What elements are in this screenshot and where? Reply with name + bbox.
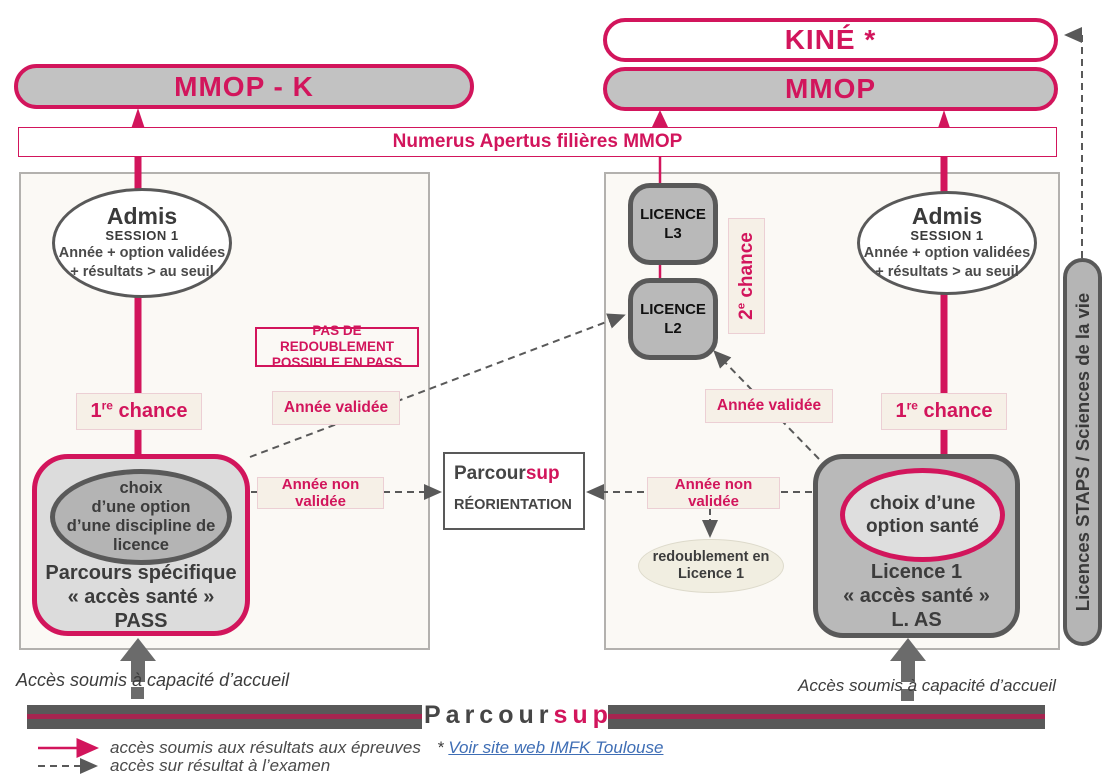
- las-box: [813, 454, 1020, 638]
- admis-left-line3: Année + option validées: [58, 245, 226, 261]
- las-label-line2: « accès santé »: [843, 585, 990, 607]
- chance-num: 1: [90, 400, 102, 422]
- pass-label-line3: PASS: [114, 610, 168, 632]
- reorientation-label: RÉORIENTATION: [454, 497, 572, 513]
- chance1r-sup: re: [906, 398, 918, 413]
- admis-ellipse-left: [52, 188, 232, 298]
- l2-line1: LICENCE: [640, 301, 706, 318]
- l2-line2: L2: [664, 320, 682, 337]
- pass-label-line2: « accès santé »: [67, 586, 215, 608]
- annee-validee-right-label: Année validée: [716, 397, 822, 414]
- first-chance-tag-right: [881, 393, 1007, 430]
- pass-label: [37, 561, 245, 633]
- dashed-arrow-staps-to-kine: [1068, 35, 1082, 258]
- pass-box: [32, 454, 250, 636]
- annee-validee-left-label: Année validée: [283, 399, 389, 416]
- licences-staps-bar: [1063, 258, 1102, 646]
- las-label-line3: L. AS: [891, 609, 942, 631]
- chance1r-rest: chance: [917, 400, 993, 422]
- annee-non-validee-tag-right: [647, 477, 780, 509]
- redoublement-line2: Licence 1: [677, 566, 745, 582]
- first-chance-tag-left: [76, 393, 202, 430]
- admis-right-line3: Année + option validées: [863, 245, 1031, 261]
- l3-line1: LICENCE: [640, 206, 706, 223]
- parcoursup-reorientation-box: [443, 452, 585, 530]
- pill-mmop-k: [14, 64, 474, 109]
- admis-left-session: SESSION 1: [105, 228, 179, 243]
- pass-ellipse-line3: d’une discipline de: [66, 517, 216, 535]
- pill-mmop-k-label: MMOP - K: [174, 70, 314, 102]
- licence-l3-box: [628, 183, 718, 265]
- pill-kine: [603, 18, 1058, 62]
- l3-line2: L3: [664, 225, 682, 242]
- pass-ellipse-line4: licence: [113, 536, 169, 554]
- licences-staps-label: Licences STAPS / Sciences de la vie: [1071, 292, 1093, 612]
- pass-option-ellipse: [50, 469, 232, 565]
- parcoursup-part2: sup: [553, 701, 613, 729]
- las-label: [818, 560, 1015, 632]
- licence-l2-box: [628, 278, 718, 360]
- acces-capacite-left: Accès soumis à capacité d’accueil: [16, 670, 290, 690]
- numerus-apertus-banner: [18, 127, 1057, 157]
- footnote-star: *: [437, 738, 449, 757]
- las-label-line1: Licence 1: [870, 561, 963, 583]
- admis-left-title: Admis: [106, 203, 178, 229]
- reorientation-sup: sup: [525, 463, 560, 484]
- pass-label-line1: Parcours spécifique: [45, 562, 237, 584]
- las-ellipse-line1: choix d’une: [869, 493, 976, 514]
- no-redoublement-warning: [255, 323, 419, 370]
- chance-sup: re: [101, 398, 113, 413]
- annee-validee-tag-left: [272, 391, 400, 425]
- admis-left-line4: + résultats > au seuil: [70, 264, 214, 280]
- legend-solid-label: accès soumis aux résultats aux épreuves: [110, 738, 421, 757]
- footnote: [437, 738, 663, 758]
- chance-rest: chance: [112, 400, 188, 422]
- annee-non-validee-tag-left: [257, 477, 384, 509]
- acces-capacite-right: Accès soumis à capacité d’accueil: [798, 676, 1056, 695]
- reorientation-parcour: Parcour: [454, 463, 526, 484]
- pill-mmop-label: MMOP: [784, 73, 877, 104]
- chance2-num: 2: [735, 309, 757, 320]
- chance2-rest: chance: [735, 232, 757, 303]
- admis-ellipse-right: [857, 191, 1037, 295]
- admis-right-line4: + résultats > au seuil: [875, 264, 1019, 280]
- redoublement-line1: redoublement en: [652, 549, 770, 565]
- pass-ellipse-line2: d’une option: [91, 498, 191, 516]
- legend-dashed-label: accès sur résultat à l’examen: [110, 756, 331, 775]
- numerus-apertus-label: Numerus Apertus filières MMOP: [392, 131, 683, 152]
- chance2-sup: e: [735, 302, 748, 310]
- chance1r-num: 1: [895, 400, 907, 422]
- annee-validee-tag-right: [705, 389, 833, 423]
- las-option-ellipse: [840, 468, 1005, 562]
- parcoursup-bar-title: [424, 701, 613, 730]
- pass-ellipse-line1: choix: [119, 479, 163, 497]
- pill-mmop: [603, 67, 1058, 111]
- annee-non-validee-left-label: Année non validée: [281, 476, 360, 510]
- second-chance-tag: [728, 218, 765, 334]
- annee-non-validee-right-label: Année non validée: [674, 476, 753, 510]
- redoublement-ellipse: [638, 539, 784, 593]
- admis-right-title: Admis: [911, 203, 983, 229]
- las-ellipse-line2: option santé: [866, 516, 979, 537]
- pill-kine-label: KINÉ *: [784, 24, 877, 55]
- parcoursup-part1: Parcour: [424, 701, 554, 729]
- warning-line1: PAS DE REDOUBLEMENT: [280, 323, 394, 354]
- footnote-link[interactable]: Voir site web IMFK Toulouse: [448, 738, 664, 757]
- admis-right-session: SESSION 1: [910, 228, 984, 243]
- warning-line2: POSSIBLE EN PASS: [271, 355, 403, 370]
